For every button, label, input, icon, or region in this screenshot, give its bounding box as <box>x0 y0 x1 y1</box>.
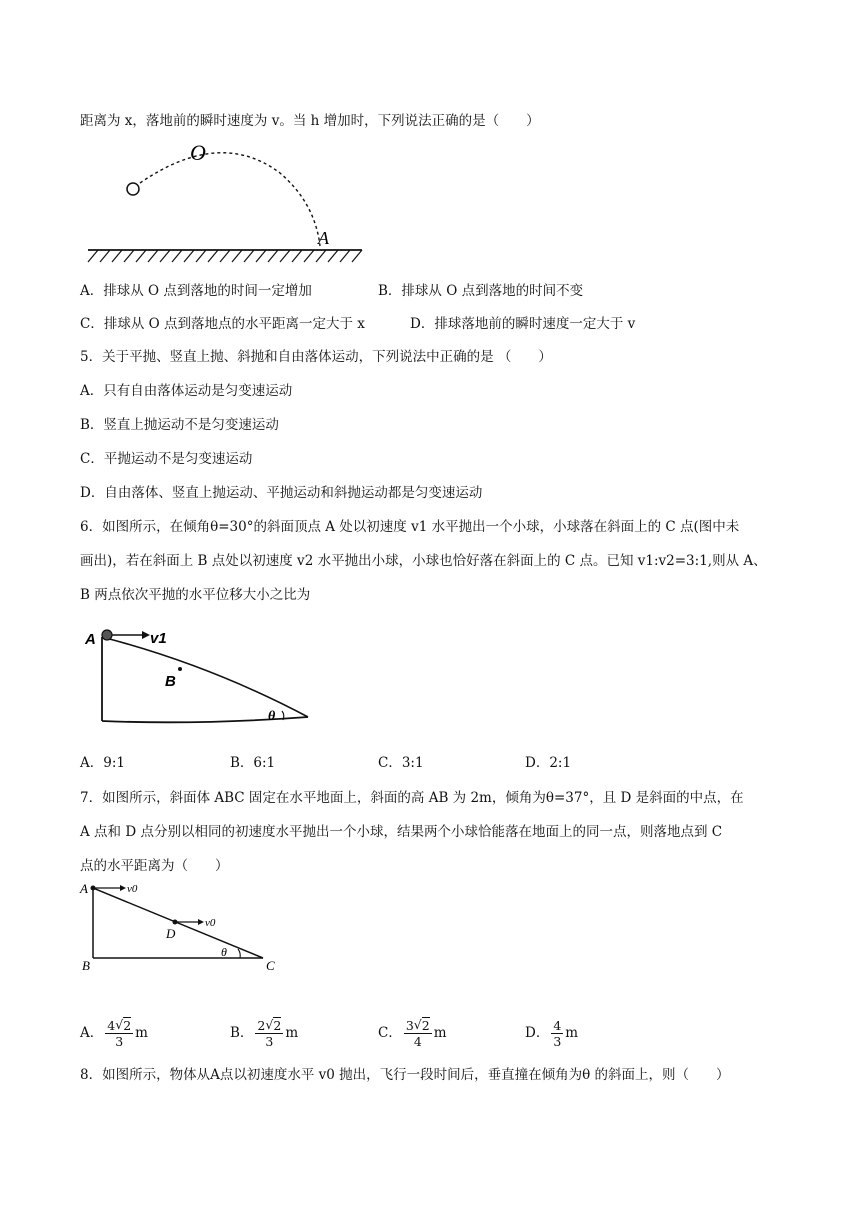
q5-stem: 5．关于平抛、竖直上抛、斜抛和自由落体运动，下列说法中正确的是 （ ） <box>80 349 552 365</box>
q7-option-a: A． $\frac{4√ 2}{3}$ m <box>80 1018 148 1049</box>
q6-option-b: B．6:1 <box>230 755 276 771</box>
q4-option-b: B．排球从 O 点到落地的时间不变 <box>378 283 584 299</box>
q6-stem-line2: 画出)，若在斜面上 B 点处以初速度 v2 水平抛出小球，小球也恰好落在斜面上的 C 点。已知 v1:v2=3:1,则从 A、 <box>80 553 767 569</box>
q4-option-c: C．排球从 O 点到落地点的水平距离一定大于 x <box>80 316 365 332</box>
q6-stem-line3: B 两点依次平抛的水平位移大小之比为 <box>80 587 311 603</box>
q6-option-d: D．2:1 <box>525 755 572 771</box>
q7-figure <box>78 880 288 975</box>
q7-option-b: B． $\frac{2√ 2}{3}$ m <box>230 1018 298 1049</box>
q4-option-a: A．排球从 O 点到落地的时间一定增加 <box>80 283 312 299</box>
q6-option-c: C．3:1 <box>378 755 424 771</box>
q4-option-d: D．排球落地前的瞬时速度一定大于 v <box>410 316 636 332</box>
q7-label-A: A <box>80 881 88 896</box>
q7-label-v0-b: v0 <box>205 917 216 929</box>
q4-label-A: A <box>318 228 329 248</box>
q7-stem-line1: 7．如图所示，斜面体 ABC 固定在水平地面上，斜面的高 AB 为 2m，倾角为θ=37°，且 D 是斜面的中点，在 <box>80 790 744 806</box>
q5-option-a: A．只有自由落体运动是匀变速运动 <box>80 383 293 399</box>
q6-label-theta: θ <box>268 709 276 724</box>
q5-option-c: C．平抛运动不是匀变速运动 <box>80 451 253 467</box>
q7-label-C: C <box>266 958 275 973</box>
q7-label-D: D <box>166 926 176 941</box>
q7-option-c: C． $\frac{3√ 2}{4}$ m <box>378 1018 447 1049</box>
q8-stem: 8．如图所示，物体从A点以初速度水平 v0 抛出，飞行一段时间后，垂直撞在倾角为θ 的斜面上，则（ ） <box>80 1067 730 1083</box>
q6-label-B: B <box>165 673 176 690</box>
q4-stem-tail: 距离为 x，落地前的瞬时速度为 v。当 h 增加时，下列说法正确的是（ ） <box>80 113 540 129</box>
q7-option-d: D． $\frac{4}{3}$ m <box>525 1018 579 1049</box>
q6-option-a: A．9:1 <box>80 755 125 771</box>
q6-label-A: A <box>85 631 96 648</box>
q4-figure <box>80 138 370 268</box>
q5-option-b: B．竖直上抛运动不是匀变速运动 <box>80 417 279 433</box>
q7-label-B: B <box>82 958 90 973</box>
q7-stem-line2: A 点和 D 点分别以相同的初速度水平抛出一个小球，结果两个小球恰能落在地面上的同一点，则落地点到 C <box>80 824 723 840</box>
q7-label-theta: θ <box>221 945 227 959</box>
q6-stem-line1: 6．如图所示，在倾角θ=30°的斜面顶点 A 处以初速度 v1 水平抛出一个小球，小球落在斜面上的 C 点(图中未 <box>80 519 740 535</box>
q6-label-v1: v1 <box>150 630 167 647</box>
q7-label-v0-a: v0 <box>127 883 138 895</box>
q7-stem-line3: 点的水平距离为（ ） <box>80 858 229 874</box>
q4-label-O: O <box>190 140 206 165</box>
q6-figure <box>80 625 320 730</box>
q5-option-d: D．自由落体、竖直上抛运动、平抛运动和斜抛运动都是匀变速运动 <box>80 485 483 501</box>
